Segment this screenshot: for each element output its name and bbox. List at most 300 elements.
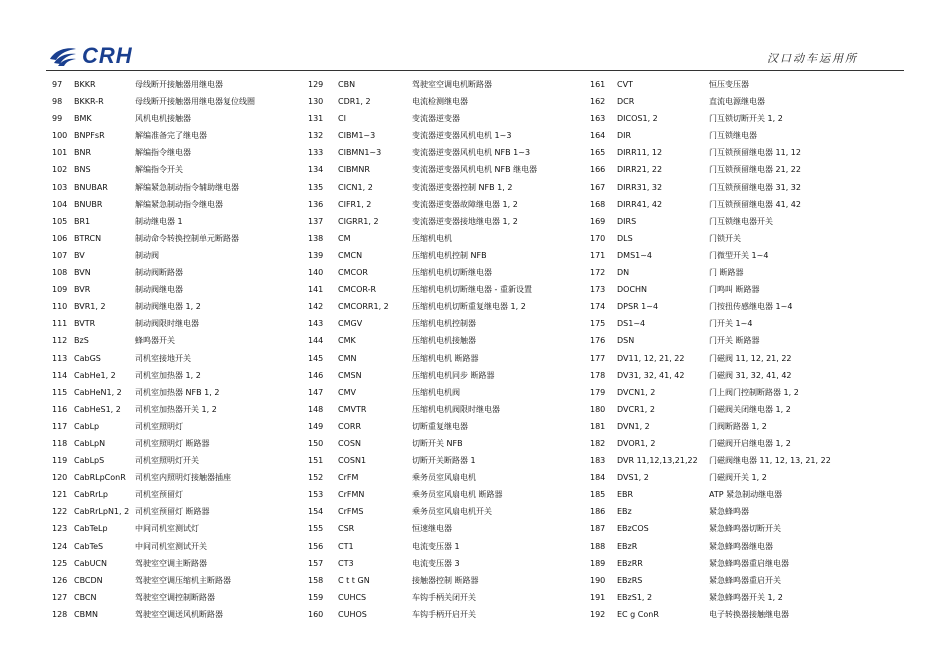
table-row bbox=[52, 418, 282, 435]
device-code: CMK bbox=[338, 336, 356, 346]
device-description: 压缩机电机控制器 bbox=[412, 319, 476, 329]
table-row bbox=[590, 452, 890, 469]
table-row bbox=[52, 196, 282, 213]
table-row bbox=[52, 179, 282, 196]
table-row bbox=[308, 93, 573, 110]
table-row bbox=[590, 401, 890, 418]
device-code: DIR bbox=[617, 131, 632, 141]
table-row bbox=[52, 247, 282, 264]
device-description: 直流电源继电器 bbox=[709, 97, 765, 107]
table-row bbox=[590, 247, 890, 264]
item-number: 185 bbox=[590, 490, 606, 500]
device-code: BTRCN bbox=[74, 233, 102, 243]
device-description: 驾驶室空调主断路器 bbox=[135, 558, 207, 568]
device-description: 紧急蜂鸣器重启开关 bbox=[709, 575, 781, 585]
device-code: CabTeS bbox=[74, 541, 104, 551]
table-row bbox=[308, 196, 573, 213]
item-number: 143 bbox=[308, 319, 324, 329]
device-description: 压缩机电机切断继电器 - 重新设置 bbox=[412, 285, 532, 295]
device-code: BNUBR bbox=[74, 199, 103, 209]
device-description: 压缩机电机 断路器 bbox=[412, 353, 479, 363]
item-number: 188 bbox=[590, 541, 606, 551]
table-column-1 bbox=[52, 76, 282, 623]
device-description: 司机室加热器开关 1, 2 bbox=[135, 404, 217, 414]
device-description: 门互锁预留继电器 11, 12 bbox=[709, 148, 801, 158]
table-row bbox=[52, 503, 282, 520]
device-description: 门锁开关 bbox=[709, 233, 741, 243]
device-description: 电流变压器 1 bbox=[412, 541, 460, 551]
item-number: 191 bbox=[590, 592, 606, 602]
device-code: EBzRS bbox=[617, 575, 643, 585]
device-code: EBzRR bbox=[617, 558, 643, 568]
table-row bbox=[308, 350, 573, 367]
device-description: 制动命令转换控制单元断路器 bbox=[135, 233, 239, 243]
table-row bbox=[590, 469, 890, 486]
table-row bbox=[590, 332, 890, 349]
device-description: 司机室接地开关 bbox=[135, 353, 191, 363]
device-code: EC g ConR bbox=[617, 609, 659, 619]
table-row bbox=[308, 606, 573, 623]
device-description: 门互锁切断开关 1, 2 bbox=[709, 114, 783, 124]
item-number: 114 bbox=[52, 370, 68, 380]
table-row bbox=[308, 110, 573, 127]
device-code: CBMN bbox=[74, 609, 98, 619]
device-description: 门互锁预留继电器 31, 32 bbox=[709, 182, 801, 192]
device-description: 压缩机电机切断继电器 bbox=[412, 268, 492, 278]
item-number: 104 bbox=[52, 199, 68, 209]
device-description: 解编紧急制动指令辅助继电器 bbox=[135, 182, 239, 192]
device-description: 变流器逆变器故障继电器 1, 2 bbox=[412, 199, 518, 209]
device-code: CabHeN1, 2 bbox=[74, 387, 122, 397]
table-row bbox=[590, 315, 890, 332]
table-row bbox=[52, 435, 282, 452]
device-code: CabRrLp bbox=[74, 490, 108, 500]
device-description: 驾驶室空调压缩机主断路器 bbox=[135, 575, 231, 585]
item-number: 182 bbox=[590, 438, 606, 448]
item-number: 142 bbox=[308, 302, 324, 312]
device-description: 压缩机电机阀限时继电器 bbox=[412, 404, 500, 414]
table-row bbox=[308, 538, 573, 555]
header-divider bbox=[46, 70, 904, 71]
item-number: 152 bbox=[308, 473, 324, 483]
device-description: 门磁阀 11, 12, 21, 22 bbox=[709, 353, 792, 363]
device-code: DPSR 1~4 bbox=[617, 302, 659, 312]
device-description: 恒速继电器 bbox=[412, 524, 452, 534]
table-row bbox=[308, 298, 573, 315]
device-code: DIRR41, 42 bbox=[617, 199, 663, 209]
device-description: 门互锁预留继电器 41, 42 bbox=[709, 199, 801, 209]
device-code: DN bbox=[617, 268, 630, 278]
item-number: 180 bbox=[590, 404, 606, 414]
device-description: 母线断开接触器用继电器复位线圈 bbox=[135, 97, 255, 107]
device-code: EBzCOS bbox=[617, 524, 649, 534]
item-number: 166 bbox=[590, 165, 606, 175]
device-code: BKKR-R bbox=[74, 97, 104, 107]
table-row bbox=[308, 281, 573, 298]
item-number: 141 bbox=[308, 285, 324, 295]
item-number: 124 bbox=[52, 541, 68, 551]
table-row bbox=[308, 486, 573, 503]
device-code: CUHCS bbox=[338, 592, 367, 602]
table-row bbox=[52, 315, 282, 332]
device-code: CBCDN bbox=[74, 575, 103, 585]
item-number: 149 bbox=[308, 421, 324, 431]
table-row bbox=[52, 332, 282, 349]
item-number: 139 bbox=[308, 250, 324, 260]
table-row bbox=[590, 179, 890, 196]
brand-text: CRH bbox=[82, 43, 133, 68]
item-number: 97 bbox=[52, 80, 63, 89]
device-code: CrFMS bbox=[338, 507, 364, 517]
table-row bbox=[590, 144, 890, 161]
device-code: CIBMNR bbox=[338, 165, 370, 175]
table-row bbox=[308, 179, 573, 196]
item-number: 140 bbox=[308, 268, 324, 278]
device-description: 车钩手柄开启开关 bbox=[412, 609, 476, 619]
item-number: 128 bbox=[52, 609, 68, 619]
table-row bbox=[590, 384, 890, 401]
device-code: CBCN bbox=[74, 592, 97, 602]
device-description: 门互锁继电器开关 bbox=[709, 216, 773, 226]
device-description: 压缩机电机切断重复继电器 1, 2 bbox=[412, 302, 526, 312]
device-description: 乘务员室风扇电机 断路器 bbox=[412, 490, 503, 500]
device-description: 门磁阀开启继电器 1, 2 bbox=[709, 438, 791, 448]
item-number: 98 bbox=[52, 97, 63, 107]
device-code: BNR bbox=[74, 148, 92, 158]
table-row bbox=[308, 572, 573, 589]
device-description: 压缩机电机控制 NFB bbox=[412, 250, 487, 260]
item-number: 168 bbox=[590, 199, 606, 209]
table-row bbox=[52, 572, 282, 589]
device-description: 压缩机电机同步 断路器 bbox=[412, 370, 495, 380]
device-code: CIGRR1, 2 bbox=[338, 216, 379, 226]
device-code: EBzS1, 2 bbox=[617, 592, 653, 602]
device-description: 驾驶室空调电机断路器 bbox=[412, 80, 492, 89]
table-row bbox=[590, 572, 890, 589]
device-code: DIRR11, 12 bbox=[617, 148, 663, 158]
item-number: 186 bbox=[590, 507, 606, 517]
device-code: CDR1, 2 bbox=[338, 97, 371, 107]
table-row bbox=[308, 230, 573, 247]
device-code: CMV bbox=[338, 387, 356, 397]
device-code: COSN bbox=[338, 438, 361, 448]
device-description: 解编准备完了继电器 bbox=[135, 131, 207, 141]
device-description: 电流变压器 3 bbox=[412, 558, 460, 568]
item-number: 137 bbox=[308, 216, 324, 226]
device-code: CORR bbox=[338, 421, 361, 431]
device-code: BR1 bbox=[74, 216, 91, 226]
table-row bbox=[308, 589, 573, 606]
table-row bbox=[52, 264, 282, 281]
item-number: 133 bbox=[308, 148, 324, 158]
table-row bbox=[52, 384, 282, 401]
device-description: 门阀断路器 1, 2 bbox=[709, 421, 767, 431]
device-description: 司机室加热器 1, 2 bbox=[135, 370, 201, 380]
device-description: 接触器控制 断路器 bbox=[412, 575, 479, 585]
device-description: 制动阀 bbox=[135, 250, 159, 260]
item-number: 123 bbox=[52, 524, 68, 534]
device-description: 门上阀门控制断路器 1, 2 bbox=[709, 387, 799, 397]
device-code: CI bbox=[338, 114, 346, 124]
item-number: 189 bbox=[590, 558, 606, 568]
device-description: 驾驶室空调控制断路器 bbox=[135, 592, 215, 602]
item-number: 176 bbox=[590, 336, 606, 346]
device-description: 电子转换器接触继电器 bbox=[709, 609, 789, 619]
table-row bbox=[308, 161, 573, 178]
table-row bbox=[52, 281, 282, 298]
item-number: 184 bbox=[590, 473, 606, 483]
device-code: DICOS1, 2 bbox=[617, 114, 658, 124]
item-number: 148 bbox=[308, 404, 324, 414]
crh-logo bbox=[48, 44, 133, 68]
table-row bbox=[52, 401, 282, 418]
device-code: EBzR bbox=[617, 541, 638, 551]
item-number: 161 bbox=[590, 80, 606, 89]
device-code: C t t GN bbox=[338, 575, 370, 585]
device-description: 司机室照明灯 bbox=[135, 421, 183, 431]
item-number: 169 bbox=[590, 216, 606, 226]
device-description: 紧急蜂鸣器继电器 bbox=[709, 541, 773, 551]
item-number: 167 bbox=[590, 182, 606, 192]
device-description: 乘务员室风扇电机开关 bbox=[412, 507, 492, 517]
item-number: 160 bbox=[308, 609, 324, 619]
table-row bbox=[590, 606, 890, 623]
device-code: DVCR1, 2 bbox=[617, 404, 655, 414]
device-description: 中间司机室测试开关 bbox=[135, 541, 207, 551]
device-code: CMGV bbox=[338, 319, 363, 329]
device-code: DLS bbox=[617, 233, 633, 243]
device-code: CMCORR1, 2 bbox=[338, 302, 389, 312]
item-number: 112 bbox=[52, 336, 68, 346]
item-number: 117 bbox=[52, 421, 68, 431]
table-row bbox=[590, 298, 890, 315]
table-row bbox=[52, 555, 282, 572]
device-code: CVT bbox=[617, 80, 633, 89]
device-description: 门微型开关 1~4 bbox=[709, 250, 769, 260]
device-code: CSR bbox=[338, 524, 355, 534]
table-row bbox=[52, 520, 282, 537]
item-number: 119 bbox=[52, 456, 68, 466]
item-number: 144 bbox=[308, 336, 324, 346]
device-description: 制动阀继电器 bbox=[135, 285, 183, 295]
device-code: DS1~4 bbox=[617, 319, 646, 329]
device-description: 司机室预留灯 bbox=[135, 490, 183, 500]
table-row bbox=[308, 520, 573, 537]
device-code: DSN bbox=[617, 336, 635, 346]
item-number: 129 bbox=[308, 80, 324, 89]
device-description: 母线断开接触器用继电器 bbox=[135, 80, 223, 89]
device-description: 车钩手柄关闭开关 bbox=[412, 592, 476, 602]
table-row bbox=[308, 367, 573, 384]
item-number: 163 bbox=[590, 114, 606, 124]
device-description: 乘务员室风扇电机 bbox=[412, 473, 476, 483]
item-number: 130 bbox=[308, 97, 324, 107]
device-code: CBN bbox=[338, 80, 356, 89]
item-number: 178 bbox=[590, 370, 606, 380]
table-row bbox=[590, 435, 890, 452]
device-code: CMCOR-R bbox=[338, 285, 377, 295]
device-description: 变流器逆变器风机电机 1~3 bbox=[412, 131, 512, 141]
crh-swoosh-icon bbox=[48, 45, 78, 67]
device-code: CMCN bbox=[338, 250, 363, 260]
device-code: BV bbox=[74, 250, 85, 260]
item-number: 174 bbox=[590, 302, 606, 312]
table-column-2 bbox=[308, 76, 573, 623]
item-number: 170 bbox=[590, 233, 606, 243]
item-number: 179 bbox=[590, 387, 606, 397]
device-code: BVTR bbox=[74, 319, 96, 329]
table-row bbox=[308, 418, 573, 435]
table-row bbox=[52, 230, 282, 247]
device-description: 变流器逆变器风机电机 NFB 继电器 bbox=[412, 165, 538, 175]
device-description: 门按扭传感继电器 1~4 bbox=[709, 302, 793, 312]
device-code: CMN bbox=[338, 353, 357, 363]
table-row bbox=[590, 196, 890, 213]
item-number: 190 bbox=[590, 575, 606, 585]
item-number: 113 bbox=[52, 353, 68, 363]
device-description: 压缩机电机 bbox=[412, 233, 452, 243]
device-code: CabHeS1, 2 bbox=[74, 404, 121, 414]
device-code: DVR 11,12,13,21,22 bbox=[617, 456, 698, 466]
device-code: BzS bbox=[74, 336, 89, 346]
device-code: CabRrLpN1, 2 bbox=[74, 507, 130, 517]
table-row bbox=[52, 298, 282, 315]
item-number: 118 bbox=[52, 438, 68, 448]
device-code: CICN1, 2 bbox=[338, 182, 373, 192]
device-code: CIBMN1~3 bbox=[338, 148, 382, 158]
item-number: 101 bbox=[52, 148, 68, 158]
table-row bbox=[308, 213, 573, 230]
device-code: CabRLpConR bbox=[74, 473, 126, 483]
device-description: 门 断路器 bbox=[709, 268, 744, 278]
device-description: 解编指令继电器 bbox=[135, 148, 191, 158]
item-number: 158 bbox=[308, 575, 324, 585]
device-code: BVR bbox=[74, 285, 91, 295]
item-number: 153 bbox=[308, 490, 324, 500]
device-code: DVOR1, 2 bbox=[617, 438, 656, 448]
device-code: BNPFsR bbox=[74, 131, 105, 141]
device-code: CabLpN bbox=[74, 438, 106, 448]
item-number: 175 bbox=[590, 319, 606, 329]
device-description: 紧急蜂鸣器重启继电器 bbox=[709, 558, 789, 568]
device-code: CabLpS bbox=[74, 456, 105, 466]
table-row bbox=[308, 435, 573, 452]
device-description: 紧急蜂鸣器 bbox=[709, 507, 749, 517]
item-number: 157 bbox=[308, 558, 324, 568]
item-number: 181 bbox=[590, 421, 606, 431]
device-code: EBz bbox=[617, 507, 632, 517]
device-code: CIBM1~3 bbox=[338, 131, 376, 141]
item-number: 171 bbox=[590, 250, 606, 260]
table-row bbox=[308, 452, 573, 469]
device-description: 驾驶室空调送风机断路器 bbox=[135, 609, 223, 619]
device-code: BNS bbox=[74, 165, 91, 175]
device-code: CabGS bbox=[74, 353, 101, 363]
table-row bbox=[590, 161, 890, 178]
table-row bbox=[52, 161, 282, 178]
device-code: DVN1, 2 bbox=[617, 421, 650, 431]
item-number: 102 bbox=[52, 165, 68, 175]
item-number: 116 bbox=[52, 404, 68, 414]
device-code: DIRS bbox=[617, 216, 637, 226]
table-row bbox=[590, 76, 890, 93]
item-number: 132 bbox=[308, 131, 324, 141]
device-code: DOCHN bbox=[617, 285, 648, 295]
device-description: 变流器逆变器 bbox=[412, 114, 460, 124]
table-row bbox=[52, 213, 282, 230]
device-description: 门磁阀 31, 32, 41, 42 bbox=[709, 370, 792, 380]
table-row bbox=[590, 264, 890, 281]
table-row bbox=[52, 350, 282, 367]
table-row bbox=[590, 589, 890, 606]
item-number: 135 bbox=[308, 182, 324, 192]
device-description: 紧急蜂鸣器切断开关 bbox=[709, 524, 781, 534]
device-description: 门磁阀继电器 11, 12, 13, 21, 22 bbox=[709, 456, 831, 466]
table-row bbox=[52, 93, 282, 110]
device-code: CabUCN bbox=[74, 558, 107, 568]
item-number: 156 bbox=[308, 541, 324, 551]
device-code: CabHe1, 2 bbox=[74, 370, 116, 380]
item-number: 109 bbox=[52, 285, 68, 295]
device-description: 制动阀限时继电器 bbox=[135, 319, 199, 329]
device-code: BNUBAR bbox=[74, 182, 108, 192]
table-row bbox=[308, 264, 573, 281]
table-row bbox=[308, 247, 573, 264]
device-description: 门开关 断路器 bbox=[709, 336, 760, 346]
device-code: CabLp bbox=[74, 421, 100, 431]
device-description: 风机电机接触器 bbox=[135, 114, 191, 124]
item-number: 145 bbox=[308, 353, 324, 363]
device-description: 司机室照明灯 断路器 bbox=[135, 438, 210, 448]
item-number: 107 bbox=[52, 250, 68, 260]
device-code: DIRR31, 32 bbox=[617, 182, 663, 192]
device-code: CIFR1, 2 bbox=[338, 199, 372, 209]
item-number: 146 bbox=[308, 370, 324, 380]
device-description: 紧急蜂鸣器开关 1, 2 bbox=[709, 592, 783, 602]
organization-name: 汉口动车运用所 bbox=[767, 52, 858, 65]
table-row bbox=[590, 418, 890, 435]
device-code: DV11, 12, 21, 22 bbox=[617, 353, 685, 363]
table-row bbox=[590, 127, 890, 144]
item-number: 111 bbox=[52, 319, 68, 329]
table-row bbox=[308, 144, 573, 161]
item-number: 105 bbox=[52, 216, 68, 226]
table-row bbox=[308, 332, 573, 349]
device-description: 门鸣叫 断路器 bbox=[709, 285, 760, 295]
item-number: 127 bbox=[52, 592, 68, 602]
device-description: 司机室内照明灯接触器插座 bbox=[135, 473, 231, 483]
item-number: 115 bbox=[52, 387, 68, 397]
device-description: 制动阀断路器 bbox=[135, 268, 183, 278]
item-number: 99 bbox=[52, 114, 63, 124]
device-code: BKKR bbox=[74, 80, 96, 89]
table-row bbox=[590, 520, 890, 537]
item-number: 177 bbox=[590, 353, 606, 363]
table-row bbox=[308, 76, 573, 93]
device-code: DVS1, 2 bbox=[617, 473, 649, 483]
device-code: CMSN bbox=[338, 370, 362, 380]
item-number: 150 bbox=[308, 438, 324, 448]
device-description: 门互锁继电器 bbox=[709, 131, 757, 141]
table-row bbox=[308, 469, 573, 486]
device-code: DV31, 32, 41, 42 bbox=[617, 370, 685, 380]
device-description: 司机室预留灯 断路器 bbox=[135, 507, 210, 517]
item-number: 110 bbox=[52, 302, 68, 312]
device-code: CabTeLp bbox=[74, 524, 108, 534]
item-number: 106 bbox=[52, 233, 68, 243]
table-row bbox=[590, 213, 890, 230]
device-code: DVCN1, 2 bbox=[617, 387, 656, 397]
